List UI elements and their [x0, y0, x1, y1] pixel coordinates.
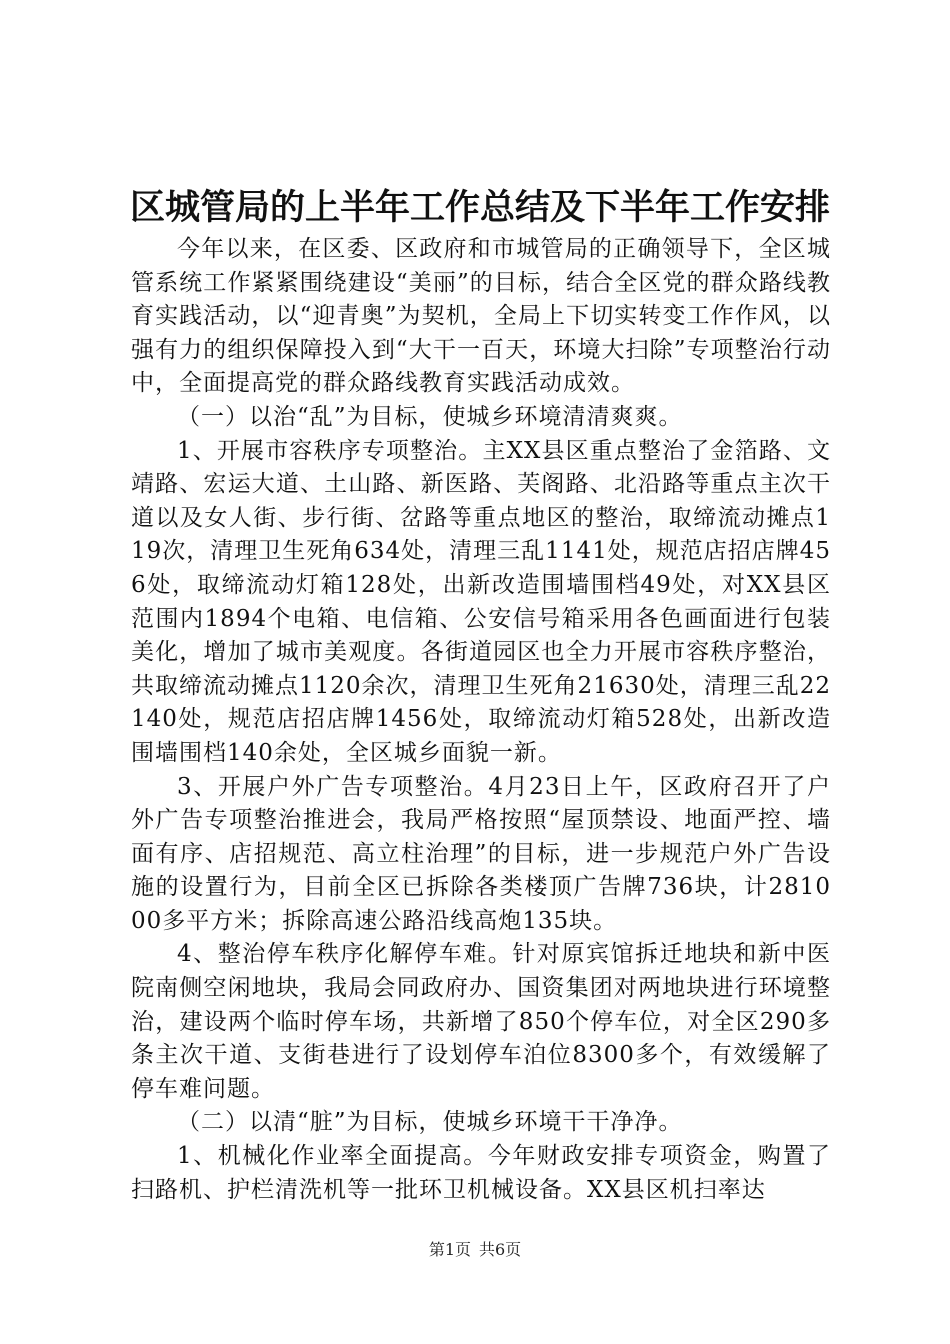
- page-total: 共6页: [479, 1240, 522, 1259]
- document-body: [131, 233, 831, 1207]
- paragraph-outdoor-ads: 3、开展户外广告专项整治。4月23日上午，区政府召开了户外广告专项整治推进会，我局严格按照“屋顶禁设、地面严控、墙面有序、店招规范、高立柱治理”的目标，进一步规范户外广告设施的设置行为，目前全区已拆除各类楼顶广告牌736块，计281000多平方米；拆除高速公路沿线高炮135块。: [131, 773, 831, 934]
- intro-paragraph: 今年以来，在区委、区政府和市城管局的正确领导下，全区城管系统工作紧紧围绕建设“美丽”的目标，结合全区党的群众路线教育实践活动，以“迎青奥”为契机，全局上下切实转变工作作风，以强有力的组织保障投入到“大干一百天，环境大扫除”专项整治行动中，全面提高党的群众路线教育实践活动成效。: [131, 236, 831, 397]
- section-heading-1: （一）以治“乱”为目标，使城乡环境清清爽爽。: [177, 403, 683, 430]
- document-title: 区城管局的上半年工作总结及下半年工作安排: [129, 187, 830, 228]
- page-footer: [0, 1238, 950, 1262]
- paragraph-mechanization: 1、机械化作业率全面提高。今年财政安排专项资金，购置了扫路机、护栏清洗机等一批环卫机械设备。XX县区机扫率达: [131, 1143, 831, 1203]
- section-heading-2: （二）以清“脏”为目标，使城乡环境干干净净。: [177, 1109, 683, 1136]
- paragraph-city-appearance: 1、开展市容秩序专项整治。主XX县区重点整治了金箔路、文靖路、宏运大道、土山路、新医路、芙阁路、北沿路等重点主次干道以及女人街、步行街、岔路等重点地区的整治，取缔流动摊点119次，清理卫生死角634处，清理三乱1141处，规范店招店牌456处，取缔流动灯箱128处，出新改造围墙围档49处，对XX县区范围内1894个电箱、电信箱、公安信号箱采用各色画面进行包装美化，增加了城市美观度。各街道园区也全力开展市容秩序整治，共取缔流动摊点1120余次，清理卫生死角21630处，清理三乱22140处，规范店招店牌1456处，取缔流动灯箱528处，出新改造围墙围档140余处，全区城乡面貌一新。: [131, 437, 831, 766]
- paragraph-parking: 4、整治停车秩序化解停车难。针对原宾馆拆迁地块和新中医院南侧空闲地块，我局会同政府办、国资集团对两地块进行环境整治，建设两个临时停车场，共新增了850个停车位，对全区290多条主次干道、支街巷进行了设划停车泊位8300多个，有效缓解了停车难问题。: [131, 941, 831, 1102]
- page-number: 第1页: [428, 1240, 471, 1259]
